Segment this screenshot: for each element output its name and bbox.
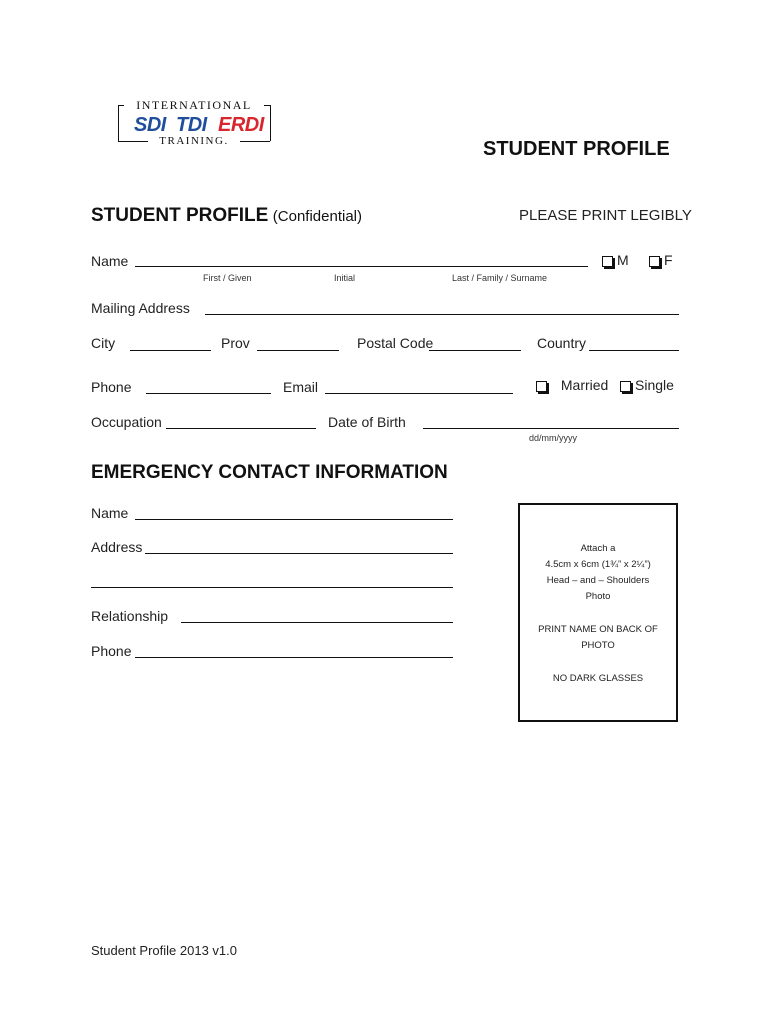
emergency-address-field[interactable] bbox=[145, 553, 453, 554]
email-label: Email bbox=[283, 379, 319, 395]
logo-top-text: INTERNATIONAL bbox=[136, 98, 252, 112]
emergency-relationship-label: Relationship bbox=[91, 608, 169, 624]
married-option[interactable] bbox=[536, 377, 608, 393]
photo-instruction-3: Head – and – Shoulders bbox=[546, 575, 650, 586]
gender-m-option[interactable] bbox=[602, 252, 629, 268]
emergency-address-label: Address bbox=[91, 539, 143, 555]
svg-text:SDI: SDI bbox=[134, 114, 166, 135]
single-label: Single bbox=[635, 377, 674, 393]
page-title: STUDENT PROFILE bbox=[483, 138, 670, 160]
svg-text:ERDI: ERDI bbox=[218, 114, 264, 135]
emergency-relationship-field[interactable] bbox=[181, 622, 453, 623]
logo-bottom-text: TRAINING. bbox=[159, 135, 229, 147]
checkbox-icon[interactable] bbox=[620, 381, 631, 392]
photo-instruction-7: NO DARK GLASSES bbox=[552, 673, 644, 684]
mailing-address-field[interactable] bbox=[205, 314, 679, 315]
photo-instruction-2: 4.5cm x 6cm (1¾” x 2¼”) bbox=[545, 559, 651, 570]
dob-format-hint: dd/mm/yyyy bbox=[529, 433, 578, 443]
checkbox-icon[interactable] bbox=[536, 381, 547, 392]
name-sub-initial: Initial bbox=[334, 273, 356, 283]
logo-brand-mark bbox=[134, 113, 270, 135]
svg-text:TDI: TDI bbox=[176, 114, 207, 135]
city-label: City bbox=[91, 335, 116, 351]
emergency-heading: EMERGENCY CONTACT INFORMATION bbox=[91, 462, 448, 483]
emergency-phone-field[interactable] bbox=[135, 657, 453, 658]
photo-instruction-6: PHOTO bbox=[581, 640, 615, 651]
single-option[interactable] bbox=[620, 377, 674, 393]
photo-instruction-4: Photo bbox=[585, 591, 611, 602]
footer-version: Student Profile 2013 v1.0 bbox=[91, 943, 237, 958]
occupation-label: Occupation bbox=[91, 414, 162, 430]
emergency-name-field[interactable] bbox=[135, 519, 453, 520]
gender-f-label: F bbox=[664, 252, 673, 268]
postal-code-label: Postal Code bbox=[357, 335, 434, 351]
print-legibly-note: PLEASE PRINT LEGIBLY bbox=[519, 207, 692, 224]
occupation-field[interactable] bbox=[166, 428, 316, 429]
photo-attach-box[interactable] bbox=[518, 503, 678, 722]
phone-field[interactable] bbox=[146, 393, 271, 394]
emergency-address-field-line2[interactable] bbox=[91, 587, 453, 588]
section-heading-note: (Confidential) bbox=[272, 208, 363, 225]
checkbox-icon[interactable] bbox=[602, 256, 613, 267]
section-heading-title: STUDENT PROFILE bbox=[91, 205, 269, 226]
city-field[interactable] bbox=[130, 350, 211, 351]
married-label: Married bbox=[560, 377, 609, 393]
emergency-name-label: Name bbox=[91, 505, 129, 521]
prov-label: Prov bbox=[221, 335, 250, 351]
company-logo bbox=[118, 98, 270, 146]
gender-f-option[interactable] bbox=[649, 252, 673, 268]
country-field[interactable] bbox=[589, 350, 679, 351]
mailing-address-label: Mailing Address bbox=[91, 300, 190, 316]
name-sub-first: First / Given bbox=[203, 273, 252, 283]
checkbox-icon[interactable] bbox=[649, 256, 660, 267]
country-label: Country bbox=[537, 335, 587, 351]
name-field[interactable] bbox=[135, 266, 588, 267]
phone-label: Phone bbox=[91, 379, 132, 395]
dob-field[interactable] bbox=[423, 428, 679, 429]
emergency-phone-label: Phone bbox=[91, 643, 132, 659]
name-label: Name bbox=[91, 253, 129, 269]
email-field[interactable] bbox=[325, 393, 513, 394]
gender-m-label: M bbox=[617, 252, 629, 268]
postal-code-field[interactable] bbox=[429, 350, 521, 351]
dob-label: Date of Birth bbox=[328, 414, 406, 430]
section-heading bbox=[91, 205, 362, 227]
name-sub-last: Last / Family / Surname bbox=[452, 273, 548, 283]
prov-field[interactable] bbox=[257, 350, 339, 351]
photo-instruction-1: Attach a bbox=[580, 543, 616, 554]
photo-instruction-5: PRINT NAME ON BACK OF bbox=[538, 624, 658, 635]
logo-brand bbox=[134, 113, 270, 133]
